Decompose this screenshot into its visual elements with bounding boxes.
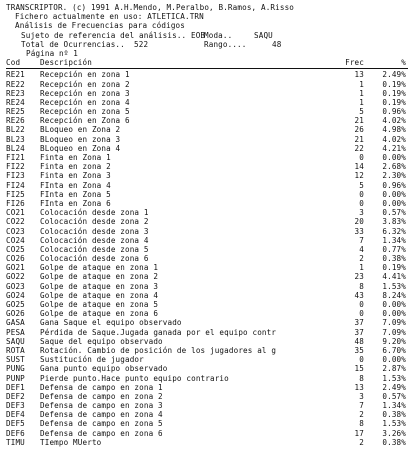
row-frequency: 8	[359, 281, 364, 291]
table-row	[6, 199, 408, 208]
row-description: Defensa de campo en zona 1	[40, 382, 163, 392]
row-frequency: 5	[359, 180, 364, 190]
row-description: Colocación desde zona 1	[40, 208, 149, 218]
table-row	[6, 190, 408, 199]
row-description: Finta en Zona 1	[40, 153, 111, 162]
header-divider	[6, 68, 408, 69]
row-code: FI26	[6, 198, 25, 208]
row-code: RE26	[6, 116, 25, 126]
table-row	[6, 346, 408, 355]
row-code: DEF1	[6, 382, 25, 392]
table-row	[6, 374, 408, 383]
row-frequency: 2	[359, 410, 364, 420]
row-percentage: 4.02%	[382, 134, 406, 144]
row-code: RE22	[6, 79, 25, 89]
row-frequency: 8	[359, 373, 364, 383]
row-description: Rotación. Cambio de posición de los jugadores al g	[40, 345, 277, 355]
row-frequency: 8	[359, 419, 364, 429]
column-header-pct: %	[401, 58, 406, 68]
row-code: CO26	[6, 254, 25, 264]
row-code: DEF6	[6, 428, 25, 438]
row-percentage: 8.24%	[382, 290, 406, 300]
row-frequency: 21	[354, 116, 364, 126]
table-row	[6, 144, 408, 153]
row-percentage: 0.00%	[382, 300, 406, 309]
row-code: FI22	[6, 162, 25, 172]
row-code: BL22	[6, 125, 25, 135]
total-line	[6, 40, 408, 49]
column-header-row	[6, 58, 408, 67]
row-code: RE24	[6, 97, 25, 107]
row-description: Defensa de campo en zona 4	[40, 410, 163, 420]
report-header-title-line	[6, 3, 408, 12]
table-row	[6, 135, 408, 144]
row-frequency: 23	[354, 272, 364, 282]
row-frequency: 21	[354, 134, 364, 144]
row-code: SAQU	[6, 336, 25, 346]
row-percentage: 0.00%	[382, 355, 406, 365]
moda-value: SAQU	[254, 30, 273, 40]
table-row	[6, 245, 408, 254]
row-frequency: 22	[354, 143, 364, 153]
row-percentage: 2.87%	[382, 364, 406, 374]
row-description: Finta en Zona 3	[40, 171, 111, 181]
row-code: GO22	[6, 272, 25, 282]
row-frequency: 20	[354, 217, 364, 227]
row-frequency: 1	[359, 79, 364, 89]
row-description: Recepción en zona 1	[40, 70, 130, 80]
row-code: PESA	[6, 327, 25, 337]
row-percentage: 2.68%	[382, 162, 406, 172]
row-description: Colocación desde zona 4	[40, 235, 149, 245]
row-description: TIempo MUerto	[40, 437, 102, 447]
row-code: DEF4	[6, 410, 25, 420]
table-row	[6, 89, 408, 98]
row-code: CO24	[6, 235, 25, 245]
row-description: Golpe de ataque en zona 4	[40, 290, 159, 300]
table-row	[6, 364, 408, 373]
row-code: FI25	[6, 189, 25, 199]
table-row	[6, 227, 408, 236]
rango-label: Rango....	[204, 39, 247, 49]
analysis-type-label: Análisis de Frecuencias para códigos	[15, 21, 185, 31]
row-code: FI24	[6, 180, 25, 190]
table-row	[6, 171, 408, 180]
row-description: Recepción en zona 2	[40, 79, 130, 89]
table-row	[6, 309, 408, 318]
table-row	[6, 98, 408, 107]
row-description: BLoqueo en zona 3	[40, 134, 121, 144]
row-percentage: 0.57%	[382, 208, 406, 218]
row-frequency: 33	[354, 226, 364, 236]
row-frequency: 0	[359, 153, 364, 162]
row-percentage: 0.00%	[382, 198, 406, 208]
table-row	[6, 318, 408, 327]
row-frequency: 7	[359, 401, 364, 411]
table-row	[6, 383, 408, 392]
row-frequency: 5	[359, 107, 364, 117]
row-percentage: 1.53%	[382, 373, 406, 383]
row-percentage: 4.41%	[382, 272, 406, 282]
row-percentage: 4.21%	[382, 143, 406, 153]
row-description: Sustitución de jugador	[40, 355, 144, 365]
table-row	[6, 236, 408, 245]
table-row	[6, 438, 408, 447]
file-line	[6, 12, 408, 21]
row-code: RE25	[6, 107, 25, 117]
row-description: Golpe de ataque en zona 6	[40, 309, 159, 319]
row-frequency: 2	[359, 254, 364, 264]
row-frequency: 2	[359, 437, 364, 447]
row-code: BL24	[6, 143, 25, 153]
row-description: Pierde punto.Hace punto equipo contrario	[40, 373, 229, 383]
table-row	[6, 125, 408, 134]
row-frequency: 1	[359, 88, 364, 98]
row-frequency: 1	[359, 263, 364, 273]
row-frequency: 0	[359, 309, 364, 319]
row-percentage: 9.20%	[382, 336, 406, 346]
table-row	[6, 80, 408, 89]
table-row	[6, 392, 408, 401]
row-percentage: 2.49%	[382, 70, 406, 80]
row-description: Defensa de campo en zona 6	[40, 428, 163, 438]
row-code: RE23	[6, 88, 25, 98]
table-row	[6, 401, 408, 410]
row-frequency: 48	[354, 336, 364, 346]
row-code: CO23	[6, 226, 25, 236]
row-description: Golpe de ataque en zona 2	[40, 272, 159, 282]
row-percentage: 0.57%	[382, 391, 406, 401]
table-row	[6, 410, 408, 419]
row-code: GO25	[6, 300, 25, 309]
row-frequency: 13	[354, 382, 364, 392]
row-code: PUNP	[6, 373, 25, 383]
row-percentage: 0.77%	[382, 244, 406, 254]
row-frequency: 1	[359, 97, 364, 107]
frequency-table-body	[6, 70, 408, 447]
table-row	[6, 162, 408, 171]
row-frequency: 13	[354, 70, 364, 80]
row-frequency: 4	[359, 244, 364, 254]
row-frequency: 3	[359, 208, 364, 218]
table-row	[6, 70, 408, 79]
row-description: Defensa de campo en zona 2	[40, 391, 163, 401]
row-frequency: 17	[354, 428, 364, 438]
row-percentage: 4.02%	[382, 116, 406, 126]
analysis-line	[6, 21, 408, 30]
row-frequency: 37	[354, 318, 364, 328]
row-description: Colocación desde zona 2	[40, 217, 149, 227]
row-code: GO21	[6, 263, 25, 273]
row-frequency: 35	[354, 345, 364, 355]
row-percentage: 0.00%	[382, 189, 406, 199]
table-row	[6, 272, 408, 281]
row-percentage: 0.19%	[382, 79, 406, 89]
row-code: RE21	[6, 70, 25, 80]
row-description: Golpe de ataque en zona 1	[40, 263, 159, 273]
row-percentage: 1.34%	[382, 235, 406, 245]
row-frequency: 37	[354, 327, 364, 337]
row-description: FInta en Zona 6	[40, 198, 111, 208]
row-description: FInta en Zona 5	[40, 189, 111, 199]
column-header-descripcion: Descripción	[40, 58, 92, 68]
row-percentage: 1.34%	[382, 401, 406, 411]
row-code: DEF2	[6, 391, 25, 401]
subject-label: Sujeto de referencia del análisis.. EOB	[21, 30, 206, 40]
row-percentage: 3.26%	[382, 428, 406, 438]
row-percentage: 0.19%	[382, 88, 406, 98]
row-percentage: 0.96%	[382, 180, 406, 190]
row-code: TIMU	[6, 437, 25, 447]
row-code: FI21	[6, 153, 25, 162]
row-code: PUNG	[6, 364, 25, 374]
row-description: Golpe de ataque en zona 3	[40, 281, 159, 291]
row-description: Golpe de ataque en zona 5	[40, 300, 159, 309]
row-description: Recepción en zona 4	[40, 97, 130, 107]
row-frequency: 14	[354, 162, 364, 172]
table-row	[6, 208, 408, 217]
table-row	[6, 337, 408, 346]
row-description: Gana Saque el equipo observado	[40, 318, 182, 328]
row-code: CO25	[6, 244, 25, 254]
row-percentage: 6.32%	[382, 226, 406, 236]
row-percentage: 3.83%	[382, 217, 406, 227]
row-description: BLoqueo en Zona 2	[40, 125, 121, 135]
row-percentage: 7.09%	[382, 318, 406, 328]
row-description: BLoqueo en Zona 4	[40, 143, 121, 153]
page-number: Página nº 1	[26, 48, 78, 58]
rango-value: 48	[272, 39, 282, 49]
row-percentage: 6.70%	[382, 345, 406, 355]
row-code: GASA	[6, 318, 25, 328]
row-description: Finta en zona 2	[40, 162, 111, 172]
current-file-label: Fichero actualmente en uso: ATLETICA.TRN	[15, 12, 204, 22]
table-row	[6, 282, 408, 291]
row-description: Recepción en zona 5	[40, 107, 130, 117]
row-description: Recepción en zona 3	[40, 88, 130, 98]
table-row	[6, 153, 408, 162]
row-code: GO24	[6, 290, 25, 300]
row-description: Saque del equipo observado	[40, 336, 163, 346]
row-frequency: 12	[354, 171, 364, 181]
table-row	[6, 107, 408, 116]
row-percentage: 0.00%	[382, 309, 406, 319]
row-description: FInta en Zona 4	[40, 180, 111, 190]
row-description: Pérdida de Saque.Jugada ganada por el equipo contr	[40, 327, 277, 337]
column-header-cod: Cod	[6, 58, 21, 68]
row-frequency: 26	[354, 125, 364, 135]
row-code: GO26	[6, 309, 25, 319]
table-row	[6, 419, 408, 428]
row-description: Defensa de campo en zona 3	[40, 401, 163, 411]
total-value: 522	[134, 39, 149, 49]
row-frequency: 0	[359, 189, 364, 199]
row-code: SUST	[6, 355, 25, 365]
row-frequency: 15	[354, 364, 364, 374]
row-frequency: 43	[354, 290, 364, 300]
row-frequency: 3	[359, 391, 364, 401]
row-frequency: 0	[359, 355, 364, 365]
table-row	[6, 429, 408, 438]
row-description: Colocación desde zona 3	[40, 226, 149, 236]
row-percentage: 4.98%	[382, 125, 406, 135]
row-percentage: 0.38%	[382, 437, 406, 447]
subject-line	[6, 31, 408, 40]
row-code: CO21	[6, 208, 25, 218]
table-row	[6, 263, 408, 272]
row-description: Defensa de campo en zona 5	[40, 419, 163, 429]
row-percentage: 0.19%	[382, 97, 406, 107]
row-code: ROTA	[6, 345, 25, 355]
row-code: DEF5	[6, 419, 25, 429]
row-percentage: 0.00%	[382, 153, 406, 162]
row-percentage: 1.53%	[382, 419, 406, 429]
table-row	[6, 291, 408, 300]
table-row	[6, 328, 408, 337]
row-frequency: 7	[359, 235, 364, 245]
row-description: Gana punto equipo observado	[40, 364, 168, 374]
total-label: Total de Ocurrencias..	[21, 39, 125, 49]
row-description: Colocación desde zona 6	[40, 254, 149, 264]
row-description: Colocación desde zona 5	[40, 244, 149, 254]
row-code: CO22	[6, 217, 25, 227]
table-row	[6, 116, 408, 125]
row-code: GO23	[6, 281, 25, 291]
row-percentage: 0.19%	[382, 263, 406, 273]
column-header-frec: Frec	[345, 58, 364, 68]
row-frequency: 0	[359, 198, 364, 208]
page-line	[6, 49, 408, 58]
row-code: FI23	[6, 171, 25, 181]
row-percentage: 2.49%	[382, 382, 406, 392]
table-row	[6, 181, 408, 190]
moda-label: Moda..	[204, 30, 233, 40]
table-row	[6, 300, 408, 309]
row-percentage: 1.53%	[382, 281, 406, 291]
table-row	[6, 217, 408, 226]
row-frequency: 0	[359, 300, 364, 309]
frequency-report	[6, 3, 408, 447]
row-description: Recepción en Zona 6	[40, 116, 130, 126]
row-percentage: 2.30%	[382, 171, 406, 181]
row-percentage: 0.96%	[382, 107, 406, 117]
row-percentage: 0.38%	[382, 254, 406, 264]
table-row	[6, 254, 408, 263]
row-percentage: 0.38%	[382, 410, 406, 420]
row-code: BL23	[6, 134, 25, 144]
program-title: TRANSCRIPTOR. (c) 1991 A.H.Mendo, M.Peralbo, B.Ramos, A.Risso	[6, 3, 295, 12]
row-code: DEF3	[6, 401, 25, 411]
row-percentage: 7.09%	[382, 327, 406, 337]
table-row	[6, 355, 408, 364]
